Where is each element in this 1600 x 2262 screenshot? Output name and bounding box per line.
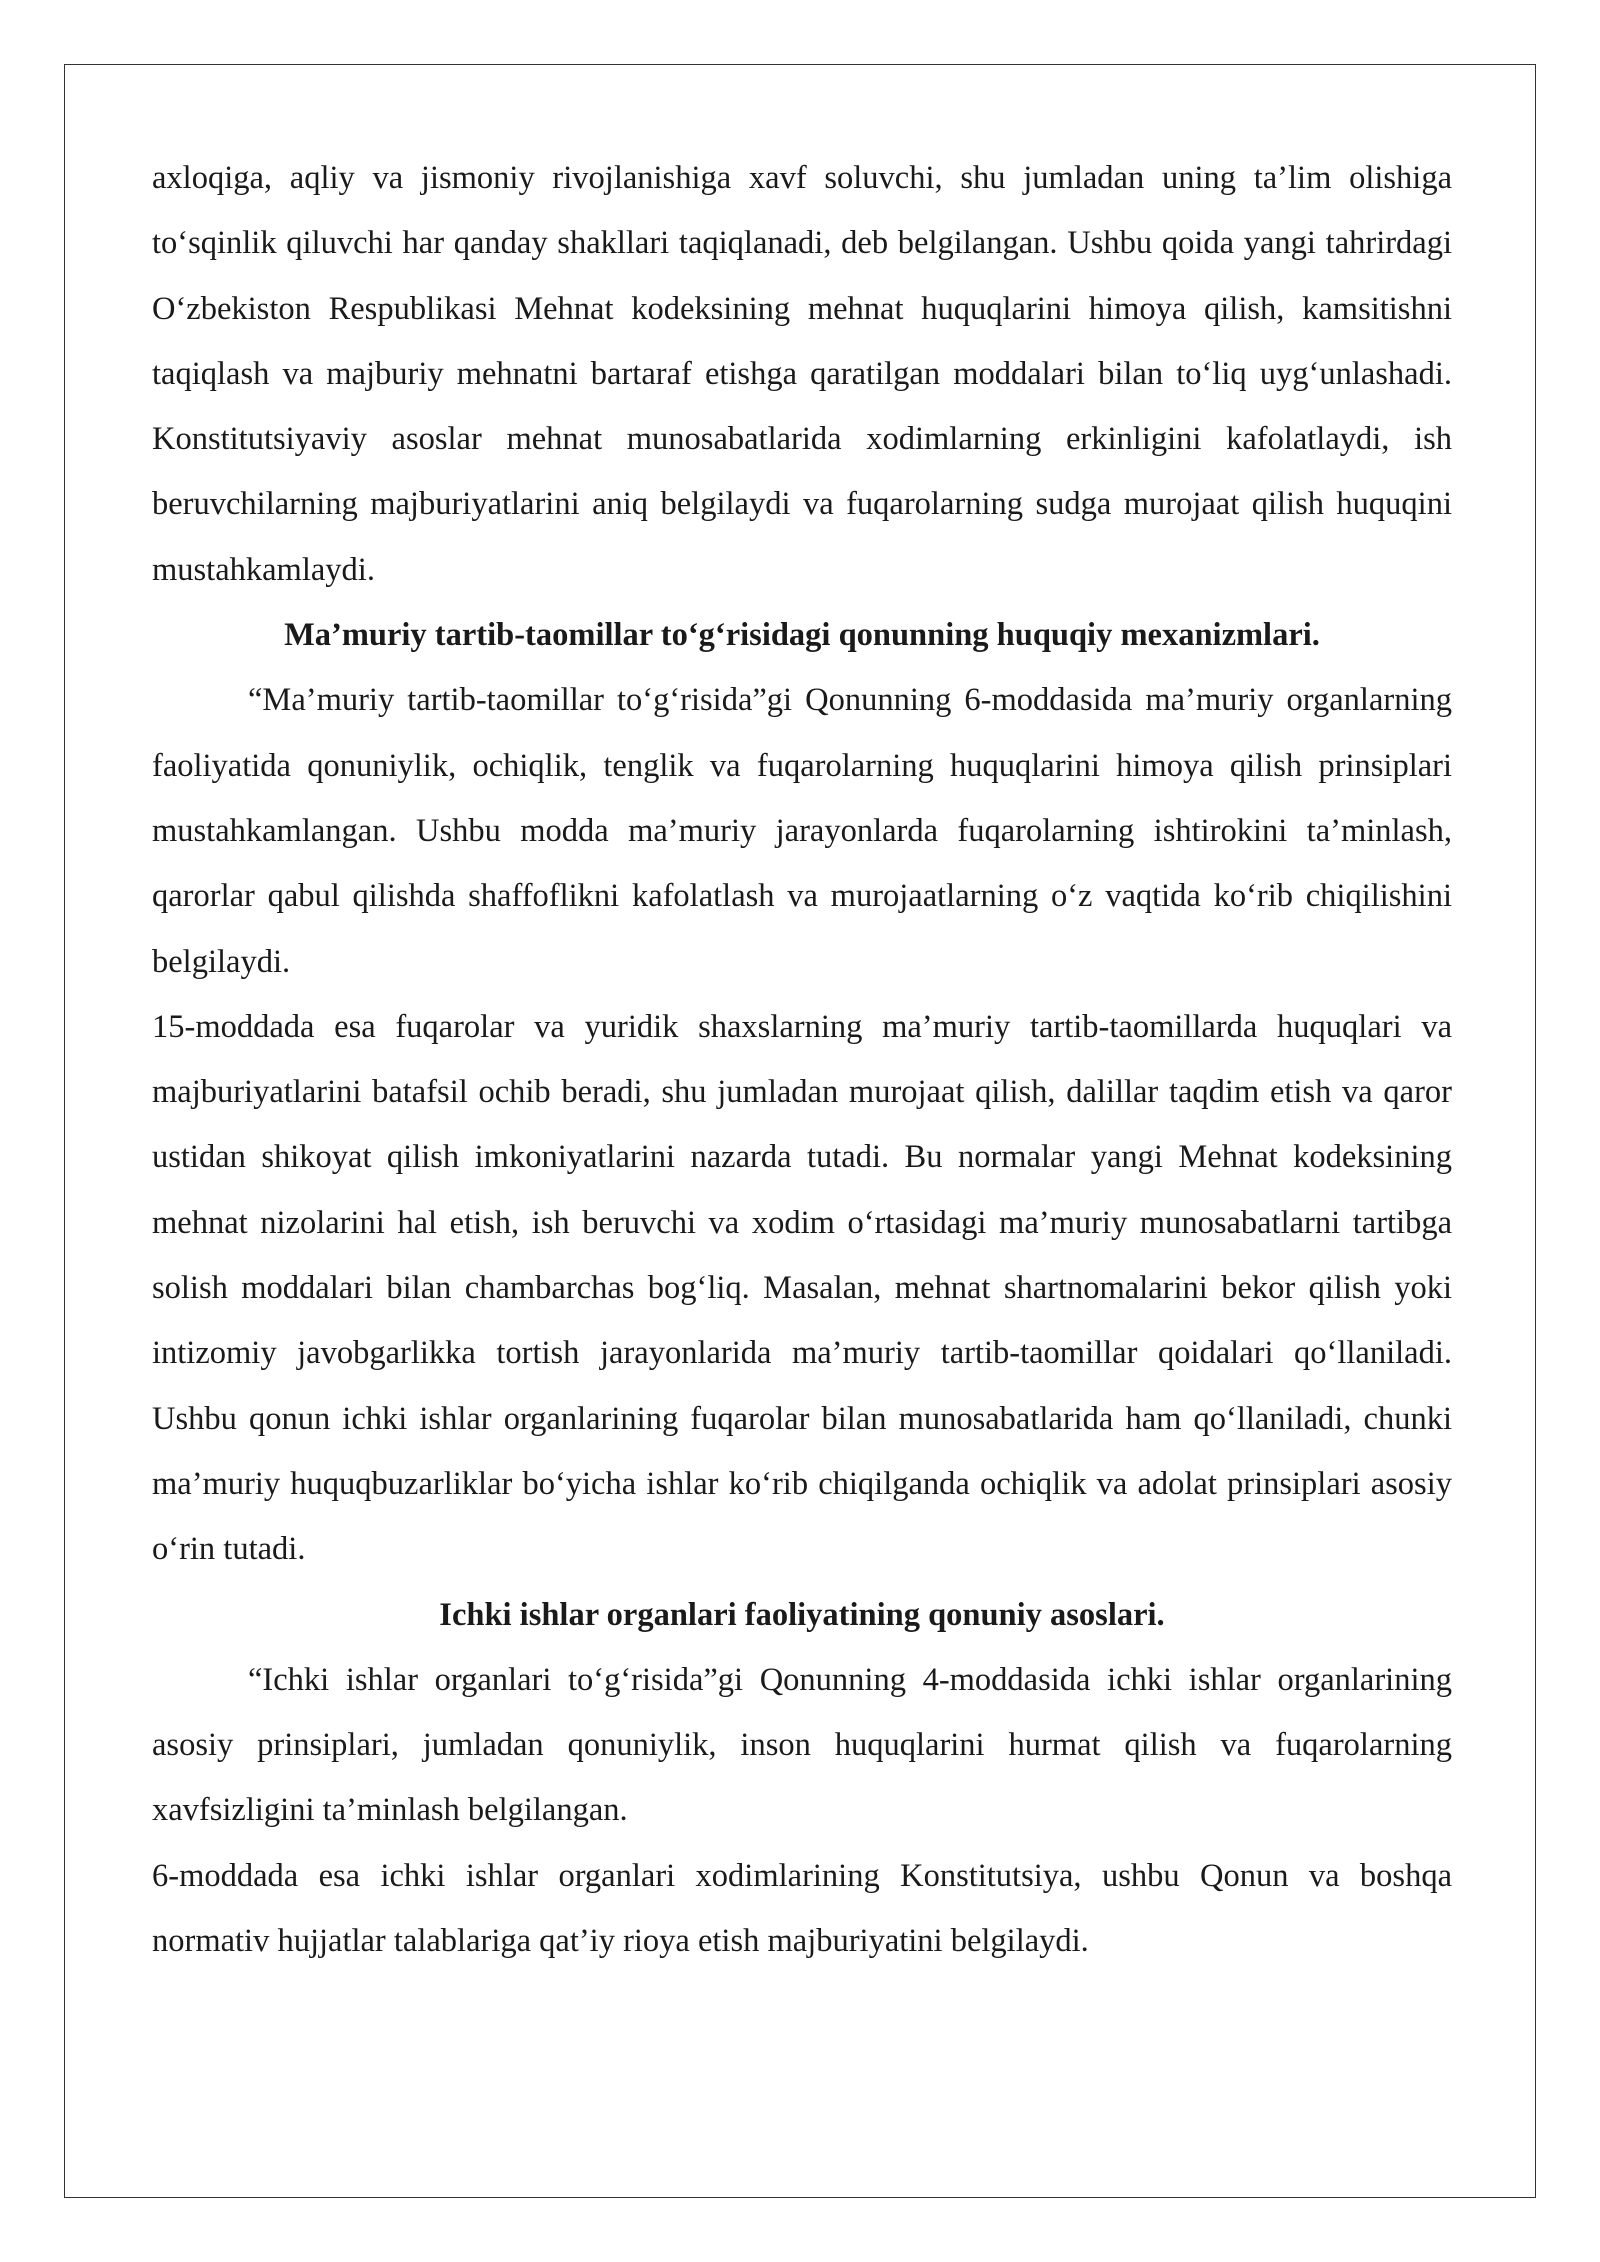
paragraph: “Ma’muriy tartib-taomillar to‘g‘risida”gi Qonunning 6-moddasida ma’muriy organlarning faoliyatida qonuniylik, ochiqlik, tenglik va fuqarolarning huquqlarini himoya qilish prinsiplari mustahkamlangan. Ushbu modda ma’muriy jarayonlarda fuqarolarning ishtirokini ta’minlash, qarorlar qabul qilishda shaffoflikni kafolatlash va murojaatlarning o‘z vaqtida ko‘rib chiqilishini belgilaydi. xyxy=(152,682,1452,980)
document-body xyxy=(152,146,1452,1974)
section-heading: Ma’muriy tartib-taomillar to‘g‘risidagi qonunning huquqiy mexanizmlari. xyxy=(284,617,1320,654)
paragraph: 15-moddada esa fuqarolar va yuridik shaxslarning ma’muriy tartib-taomillarda huquqlari va majburiyatlarini batafsil ochib beradi, shu jumladan murojaat qilish, dalillar taqdim etish va qaror ustidan shikoyat qilish imkoniyatlarini nazarda tutadi. Bu normalar yangi Mehnat kodeksining mehnat nizolarini hal etish, ish beruvchi va xodim o‘rtasidagi ma’muriy munosabatlarni tartibga solish moddalari bilan chambarchas bog‘liq. Masalan, mehnat shartnomalarini bekor qilish yoki intizomiy javobgarlikka tortish jarayonlarida ma’muriy tartib-taomillar qoidalari qo‘llaniladi. Ushbu qonun ichki ishlar organlarining fuqarolar bilan munosabatlarida ham qo‘llaniladi, chunki ma’muriy huquqbuzarliklar bo‘yicha ishlar ko‘rib chiqilganda ochiqlik va adolat prinsiplari asosiy o‘rin tutadi. xyxy=(152,1008,1452,1568)
paragraph: “Ichki ishlar organlari to‘g‘risida”gi Qonunning 4-moddasida ichki ishlar organlarining asosiy prinsiplari, jumladan qonuniylik, inson huquqlarini hurmat qilish va fuqarolarning xavfsizligini ta’minlash belgilangan. xyxy=(152,1661,1452,1829)
paragraph: axloqiga, aqliy va jismoniy rivojlanishiga xavf soluvchi, shu jumladan uning ta’lim olishiga to‘sqinlik qiluvchi har qanday shakllari taqiqlanadi, deb belgilangan. Ushbu qoida yangi tahrirdagi O‘zbekiston Respublikasi Mehnat kodeksining mehnat huquqlarini himoya qilish, kamsitishni taqiqlash va majburiy mehnatni bartaraf etishga qaratilgan moddalari bilan to‘liq uyg‘unlashadi. Konstitutsiyaviy asoslar mehnat munosabatlarida xodimlarning erkinligini kafolatlaydi, ish beruvchilarning majburiyatlarini aniq belgilaydi va fuqarolarning sudga murojaat qilish huquqini mustahkamlaydi. xyxy=(152,160,1452,588)
section-heading: Ichki ishlar organlari faoliyatining qonuniy asoslari. xyxy=(439,1596,1165,1633)
paragraph: 6-moddada esa ichki ishlar organlari xodimlarining Konstitutsiya, ushbu Qonun va boshqa normativ hujjatlar talablariga qat’iy rioya etish majburiyatini belgilaydi. xyxy=(152,1857,1452,1960)
